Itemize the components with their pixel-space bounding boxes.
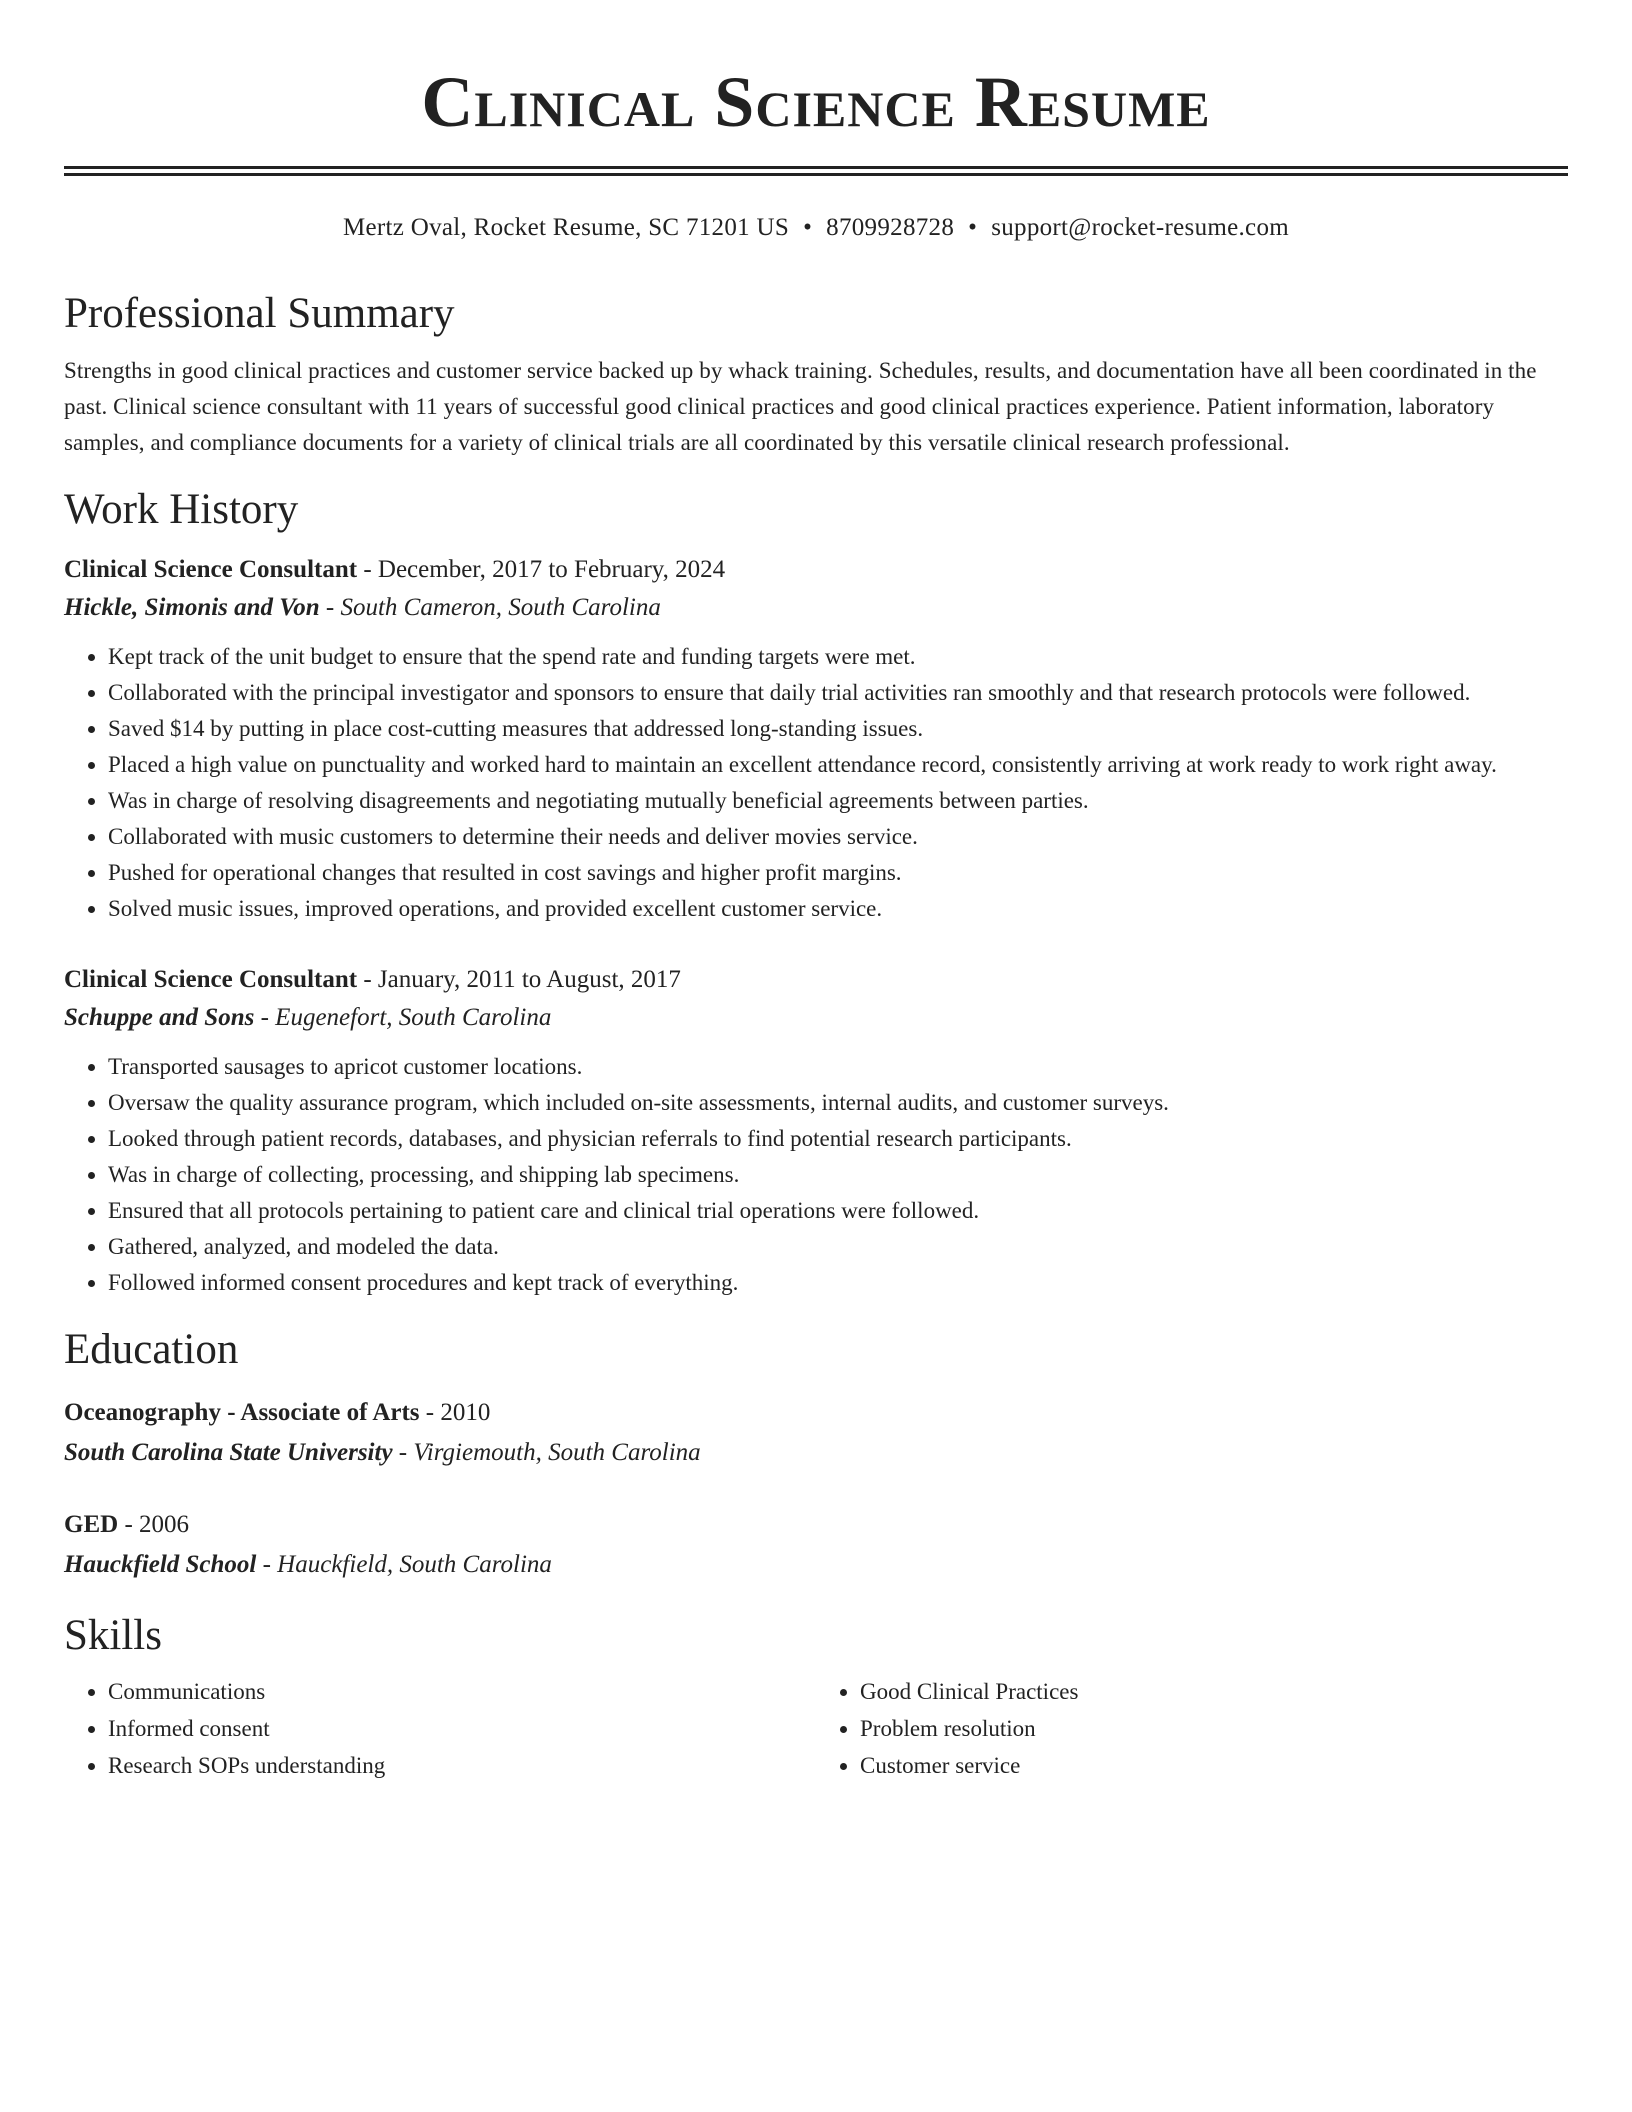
education-entry bbox=[64, 1393, 1568, 1473]
education-entry bbox=[64, 1505, 1568, 1585]
list-item: • Followed informed consent procedures and kept track of everything. bbox=[108, 1265, 1568, 1301]
education-school: Hauckfield School bbox=[64, 1551, 257, 1578]
resume-title: Clinical Science Resume bbox=[421, 62, 1211, 142]
list-item: • Was in charge of collecting, processing, and shipping lab specimens. bbox=[108, 1157, 1568, 1193]
education-school-line bbox=[64, 1433, 1568, 1473]
job-location: - South Cameron, South Carolina bbox=[319, 594, 661, 621]
skill-item: • Problem resolution bbox=[860, 1710, 1568, 1747]
summary-heading: Professional Summary bbox=[64, 290, 455, 337]
contact-separator: • bbox=[968, 214, 978, 241]
job-company-line bbox=[64, 589, 1568, 627]
job-bullets bbox=[64, 1049, 1568, 1301]
list-item: • Oversaw the quality assurance program, which included on-site assessments, internal audits, and customer surveys. bbox=[108, 1085, 1568, 1121]
skill-item: • Research SOPs understanding bbox=[108, 1747, 816, 1784]
list-item: • Looked through patient records, databases, and physician referrals to find potential research participants. bbox=[108, 1121, 1568, 1157]
job-heading bbox=[64, 961, 1568, 999]
list-item: • Placed a high value on punctuality and worked hard to maintain an excellent attendance record, consistently arriving at work ready to work right away. bbox=[108, 747, 1568, 783]
education-year: - 2006 bbox=[118, 1511, 190, 1538]
contact-line bbox=[64, 213, 1568, 243]
skill-item: • Good Clinical Practices bbox=[860, 1673, 1568, 1710]
skill-item: • Communications bbox=[108, 1673, 816, 1710]
list-item: • Kept track of the unit budget to ensure that the spend rate and funding targets were met. bbox=[108, 639, 1568, 675]
job-role: Clinical Science Consultant bbox=[64, 556, 358, 583]
skill-item: • Customer service bbox=[860, 1747, 1568, 1784]
list-item: • Gathered, analyzed, and modeled the data. bbox=[108, 1229, 1568, 1265]
list-item: • Ensured that all protocols pertaining to patient care and clinical trial operations were followed. bbox=[108, 1193, 1568, 1229]
education-location: - Hauckfield, South Carolina bbox=[256, 1551, 552, 1578]
skills-column-left bbox=[64, 1673, 816, 1784]
job-dates: - December, 2017 to February, 2024 bbox=[357, 556, 726, 583]
skills-grid bbox=[64, 1673, 1568, 1784]
education-heading-line bbox=[64, 1393, 1568, 1433]
job-entry bbox=[64, 551, 1568, 927]
education-school-line bbox=[64, 1545, 1568, 1585]
education-year: - 2010 bbox=[419, 1399, 491, 1426]
list-item: • Transported sausages to apricot customer locations. bbox=[108, 1049, 1568, 1085]
contact-phone: 8709928728 bbox=[826, 214, 955, 241]
education-school: South Carolina State University bbox=[64, 1439, 393, 1466]
job-company: Schuppe and Sons bbox=[64, 1004, 255, 1031]
work-history-heading: Work History bbox=[64, 486, 299, 533]
education-degree: Oceanography - Associate of Arts bbox=[64, 1399, 420, 1426]
skills-heading: Skills bbox=[64, 1612, 162, 1659]
job-bullets bbox=[64, 639, 1568, 927]
contact-separator: • bbox=[803, 214, 813, 241]
list-item: • Pushed for operational changes that resulted in cost savings and higher profit margins. bbox=[108, 855, 1568, 891]
job-dates: - January, 2011 to August, 2017 bbox=[357, 966, 681, 993]
education-heading: Education bbox=[64, 1326, 239, 1373]
title-divider bbox=[64, 166, 1568, 176]
education-degree: GED bbox=[64, 1511, 119, 1538]
contact-address: Mertz Oval, Rocket Resume, SC 71201 US bbox=[342, 214, 790, 241]
job-entry bbox=[64, 961, 1568, 1301]
skill-item: • Informed consent bbox=[108, 1710, 816, 1747]
job-company: Hickle, Simonis and Von bbox=[64, 594, 320, 621]
list-item: • Collaborated with the principal investigator and sponsors to ensure that daily trial activities ran smoothly and that research protocols were followed. bbox=[108, 675, 1568, 711]
job-company-line bbox=[64, 999, 1568, 1037]
job-role: Clinical Science Consultant bbox=[64, 966, 358, 993]
job-location: - Eugenefort, South Carolina bbox=[254, 1004, 552, 1031]
list-item: • Solved music issues, improved operations, and provided excellent customer service. bbox=[108, 891, 1568, 927]
summary-text: Strengths in good clinical practices and customer service backed up by whack training. Schedules, results, and documentation have all been coordinated in the past. Clinical science consultant with 11 years of successful good clinical practices and good clinical practices experience. Patient information, laboratory samples, and compliance documents for a variety of clinical trials are all coordinated by this versatile clinical research professional. bbox=[64, 358, 1537, 455]
list-item: • Saved $14 by putting in place cost-cutting measures that addressed long-standing issues. bbox=[108, 711, 1568, 747]
contact-email: support@rocket-resume.com bbox=[991, 214, 1289, 241]
list-item: • Collaborated with music customers to determine their needs and deliver movies service. bbox=[108, 819, 1568, 855]
skills-column-right bbox=[816, 1673, 1568, 1784]
list-item: • Was in charge of resolving disagreements and negotiating mutually beneficial agreements between parties. bbox=[108, 783, 1568, 819]
education-location: - Virgiemouth, South Carolina bbox=[392, 1439, 701, 1466]
education-heading-line bbox=[64, 1505, 1568, 1545]
job-heading bbox=[64, 551, 1568, 589]
